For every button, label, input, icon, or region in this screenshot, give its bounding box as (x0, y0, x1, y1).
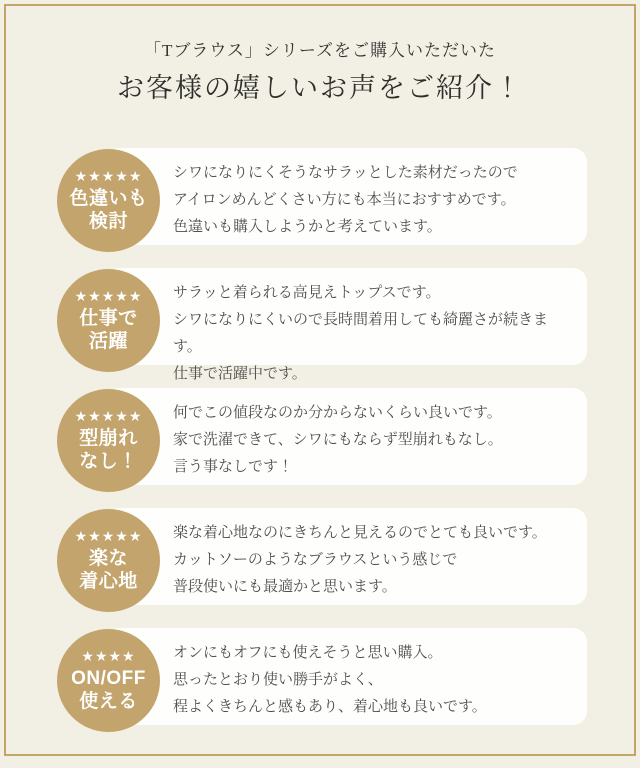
review-text-line3: 程よくきちんと感もあり、着心地も良いです。 (173, 698, 487, 715)
review-card (74, 508, 587, 605)
review-text (105, 148, 587, 240)
review-list (0, 148, 640, 748)
review-rating-badge (57, 389, 160, 492)
review-text-line1: 楽な着心地なのにきちんと見えるのでとても良いです。 (173, 524, 547, 541)
review-text-line1: シワになりにくそうなサラッとした素材だったので (173, 164, 518, 181)
review-text-line1: 何でこの値段なのか分からないくらい良いです。 (173, 404, 502, 421)
review-text-line2: 思ったとおり使い勝手がよく、 (173, 671, 383, 688)
badge-label-line1: 型崩れ (79, 428, 138, 449)
review-text-line3: 普段使いにも最適かと思います。 (173, 578, 397, 595)
review-text-line1: オンにもオフにも使えそうと思い購入。 (173, 644, 443, 661)
review-card (71, 628, 587, 725)
review-text-line1: サラッと着られる高見えトップスです。 (173, 284, 441, 301)
star-rating-icon: ★★★★★ (74, 168, 143, 184)
review-card (74, 388, 587, 485)
section-subtitle: 「Tブラウス」シリーズをご購入いただいた (143, 41, 497, 60)
review-text-line2: シワになりにくいので長時間着用しても綺麗さが続きます。 (173, 311, 549, 355)
badge-label-line2: 着心地 (79, 571, 138, 592)
badge-label-line1: 楽な (88, 548, 128, 569)
star-rating-icon: ★★★★ (81, 648, 136, 664)
review-text-line2: カットソーのようなブラウスという感じで (173, 551, 458, 568)
star-rating-icon: ★★★★★ (74, 288, 143, 304)
review-rating-badge (57, 269, 160, 372)
section-title: お客様の嬉しいお声をご紹介！ (117, 73, 523, 103)
review-card (74, 268, 587, 382)
review-text (105, 388, 587, 480)
badge-label-line1: 仕事で (79, 308, 138, 329)
review-rating-badge (57, 149, 160, 252)
badge-label-line2: なし！ (79, 451, 138, 472)
review-text-line2: 家で洗濯できて、シワにもならず型崩れもなし。 (173, 431, 503, 448)
review-text (105, 628, 587, 720)
review-rating-badge (57, 509, 160, 612)
review-text-line3: 言う事なしです！ (173, 458, 294, 475)
star-rating-icon: ★★★★★ (74, 528, 143, 544)
review-text (105, 268, 587, 387)
review-rating-badge (57, 629, 160, 732)
review-card (69, 148, 587, 245)
review-text (105, 508, 587, 600)
badge-label-line1: ON/OFF (71, 668, 146, 689)
review-text-line3: 仕事で活躍中です。 (173, 365, 307, 382)
review-text-line3: 色違いも購入しようかと考えています。 (173, 218, 442, 235)
section-header (0, 0, 640, 105)
badge-label-line2: 活躍 (88, 331, 128, 352)
badge-label-line2: 使える (79, 691, 138, 712)
badge-label-line2: 検討 (88, 211, 128, 232)
star-rating-icon: ★★★★★ (74, 408, 143, 424)
badge-label-line1: 色違いも (69, 188, 148, 209)
review-text-line2: アイロンめんどくさい方にも本当におすすめです。 (173, 191, 516, 208)
